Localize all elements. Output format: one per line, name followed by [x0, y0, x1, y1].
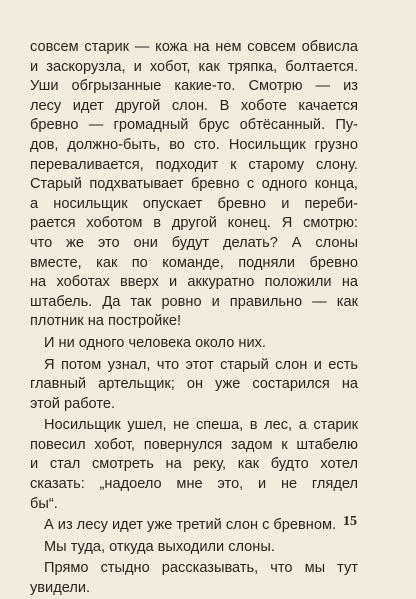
paragraph-5 [30, 516, 358, 536]
paragraph-3 [30, 356, 358, 415]
text-line: дов, должно-быть, во сто. Носильщик грузно [30, 136, 358, 153]
text-line: А из лесу идет уже третий слон с бревном. [44, 517, 337, 534]
text-line: повесил хобот, повернулся задом к штабелю [30, 436, 358, 453]
text-line: Носильщик ушел, не спеша, в лес, а старик [44, 417, 358, 434]
text-line: Прямо стыдно рассказывать, что мы тут [44, 560, 358, 577]
text-line: этой работе. [30, 395, 116, 412]
paragraph-7 [30, 559, 358, 598]
text-line: увидели. [30, 580, 91, 597]
text-line: бревно — громадный брус обтёсанный. Пу- [30, 117, 358, 134]
text-line: переваливается, подходит к старому слону. [30, 156, 358, 173]
text-line: лесу идет другой слон. В хоботе качается [30, 97, 358, 114]
text-line: совсем старик — кожа на нем совсем обвисла [30, 39, 358, 55]
page-number: 15 [343, 514, 357, 529]
text-line: бы“. [30, 495, 58, 512]
paragraph-2 [30, 334, 358, 354]
text-line: плотник на постройке! [30, 313, 182, 330]
text-line: что же это они будут делать? А слоны [30, 234, 358, 251]
text-line: на хоботах вверх и аккуратно положили на [30, 274, 358, 291]
text-line: Мы туда, откуда выходили слоны. [44, 538, 275, 555]
text-line: а носильщик опускает бревно и переби- [30, 195, 358, 212]
text-line: штабель. Да так ровно и правильно — как [30, 293, 358, 310]
page-text [30, 38, 358, 599]
text-line: главный артельщик; он уже состарился на [30, 376, 358, 393]
text-line: Старый подхватывает бревно с одного конца, [30, 176, 358, 193]
paragraph-4 [30, 416, 358, 514]
text-line: Я потом узнал, что этот старый слон и есть [44, 356, 358, 373]
text-line: сказать: „надоело мне это, и не глядел [30, 476, 358, 493]
text-line: Уши обгрызанные какие-то. Смотрю — из [30, 78, 358, 95]
text-line: и заскорузла, и хобот, как тряпка, болтается. [30, 58, 358, 75]
text-line: рается хоботом в другой конец. Я смотрю: [30, 215, 358, 232]
text-line: вместе, как по команде, подняли бревно [30, 254, 358, 271]
text-line: И ни одного человека около них. [44, 334, 266, 351]
text-line: и стал смотреть на реку, как будто хотел [30, 456, 358, 473]
paragraph-1 [30, 38, 358, 332]
paragraph-6 [30, 538, 358, 558]
